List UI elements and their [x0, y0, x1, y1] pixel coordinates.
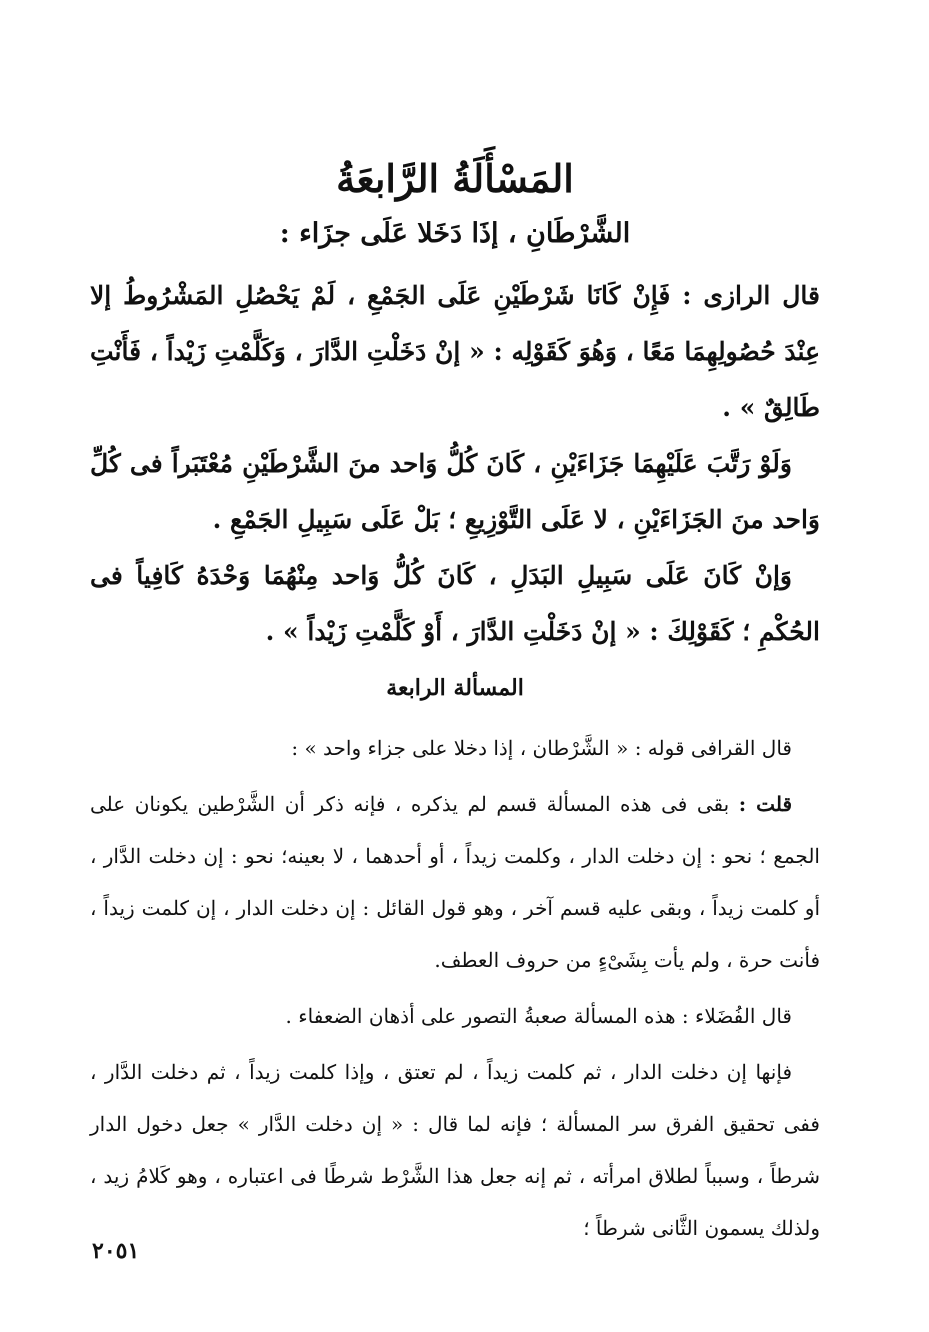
sharh-text: قال القرافى قوله : « الشَّرْطان ، إذا دخلا على جزاء واحد » : [291, 736, 792, 760]
sharh-paragraph [90, 990, 820, 1042]
page-number: ٢٠٥١ [92, 1238, 140, 1264]
chapter-subtitle: الشَّرْطَانِ ، إذَا دَخَلا عَلَى جزَاء : [279, 218, 631, 249]
page-body [90, 150, 820, 1254]
sharh-text: فإنها إن دخلت الدار ، ثم كلمت زيداً ، لم تعتق ، وإذا كلمت زيداً ، ثم دخلت الدَّار ، ففى تحقيق الفرق سر المسألة ؛ فإنه لما قال : « إن دخلت الدَّار » جعل دخول الدار شرطاً ، وسبباً لطلاق امرأته ، ثم إنه جعل هذا الشَّرْط شرطًا فى اعتباره ، وهو كَلامُ زيد ، ولذلك يسمون الثَّانى شرطاً ؛ [90, 1060, 820, 1240]
matn-paragraph: وَلَوْ رَتَّبَ عَلَيْهِمَا جَزَاءَيْنِ ، كَانَ كُلُّ وَاحد منَ الشَّرْطَيْنِ مُعْتَبَراً فى كُلِّ وَاحد منَ الجَزَاءَيْنِ ، لا عَلَى التَّوْزِيعِ ؛ بَلْ عَلَى سَبِيلِ الجَمْعِ . [90, 449, 820, 534]
section-title: المسألة الرابعة [386, 675, 524, 701]
sharh-text: قال الفُضَلاء : هذه المسألة صعبةُ التصور على أذهان الضعفاء . [285, 1004, 792, 1028]
chapter-title: المَسْأَلَةُ الرَّابعَةُ [336, 156, 574, 201]
sharh-paragraph [90, 778, 820, 986]
sharh-paragraph [90, 1046, 820, 1254]
matn-paragraph: وَإنْ كَانَ عَلَى سَبِيلِ البَدَلِ ، كَانَ كُلُّ وَاحد مِنْهُمَا وَحْدَهُ كَافِياً فى الحُكْمِ ؛ كَقَوْلِكَ : « إنْ دَخَلْتِ الدَّارَ ، أَوْ كَلَّمْتِ زَيْداً » . [90, 561, 820, 646]
matn-paragraph: قال الرازى : فَإِنْ كَانَا شَرْطَيْنِ عَلَى الجَمْعِ ، لَمْ يَحْصُلِ المَشْرُوطُ إلا عِنْدَ حُصُولِهِمَا مَعًا ، وَهُوَ كَقَوْلِه : « إنْ دَخَلْتِ الدَّارَ ، وَكَلَّمْتِ زَيْداً ، فَأَنْتِ طَالِقٌ » . [90, 281, 820, 422]
sharh-lead: قلت : [738, 792, 793, 816]
sharh-text: بقى فى هذه المسألة قسم لم يذكره ، فإنه ذكر أن الشَّرْطين يكونان على الجمع ؛ نحو : إن دخلت الدار ، وكلمت زيداً ، أو أحدهما ، لا بعينه؛ نحو : إن دخلت الدَّار ، أو كلمت زيداً ، وبقى عليه قسم آخر ، وهو قول القائل : إن دخلت الدار ، إن كلمت زيداً ، فأنت حرة ، ولم يأت بِشَىْءٍ من حروف العطف. [90, 792, 820, 972]
sharh-paragraph [90, 722, 820, 774]
